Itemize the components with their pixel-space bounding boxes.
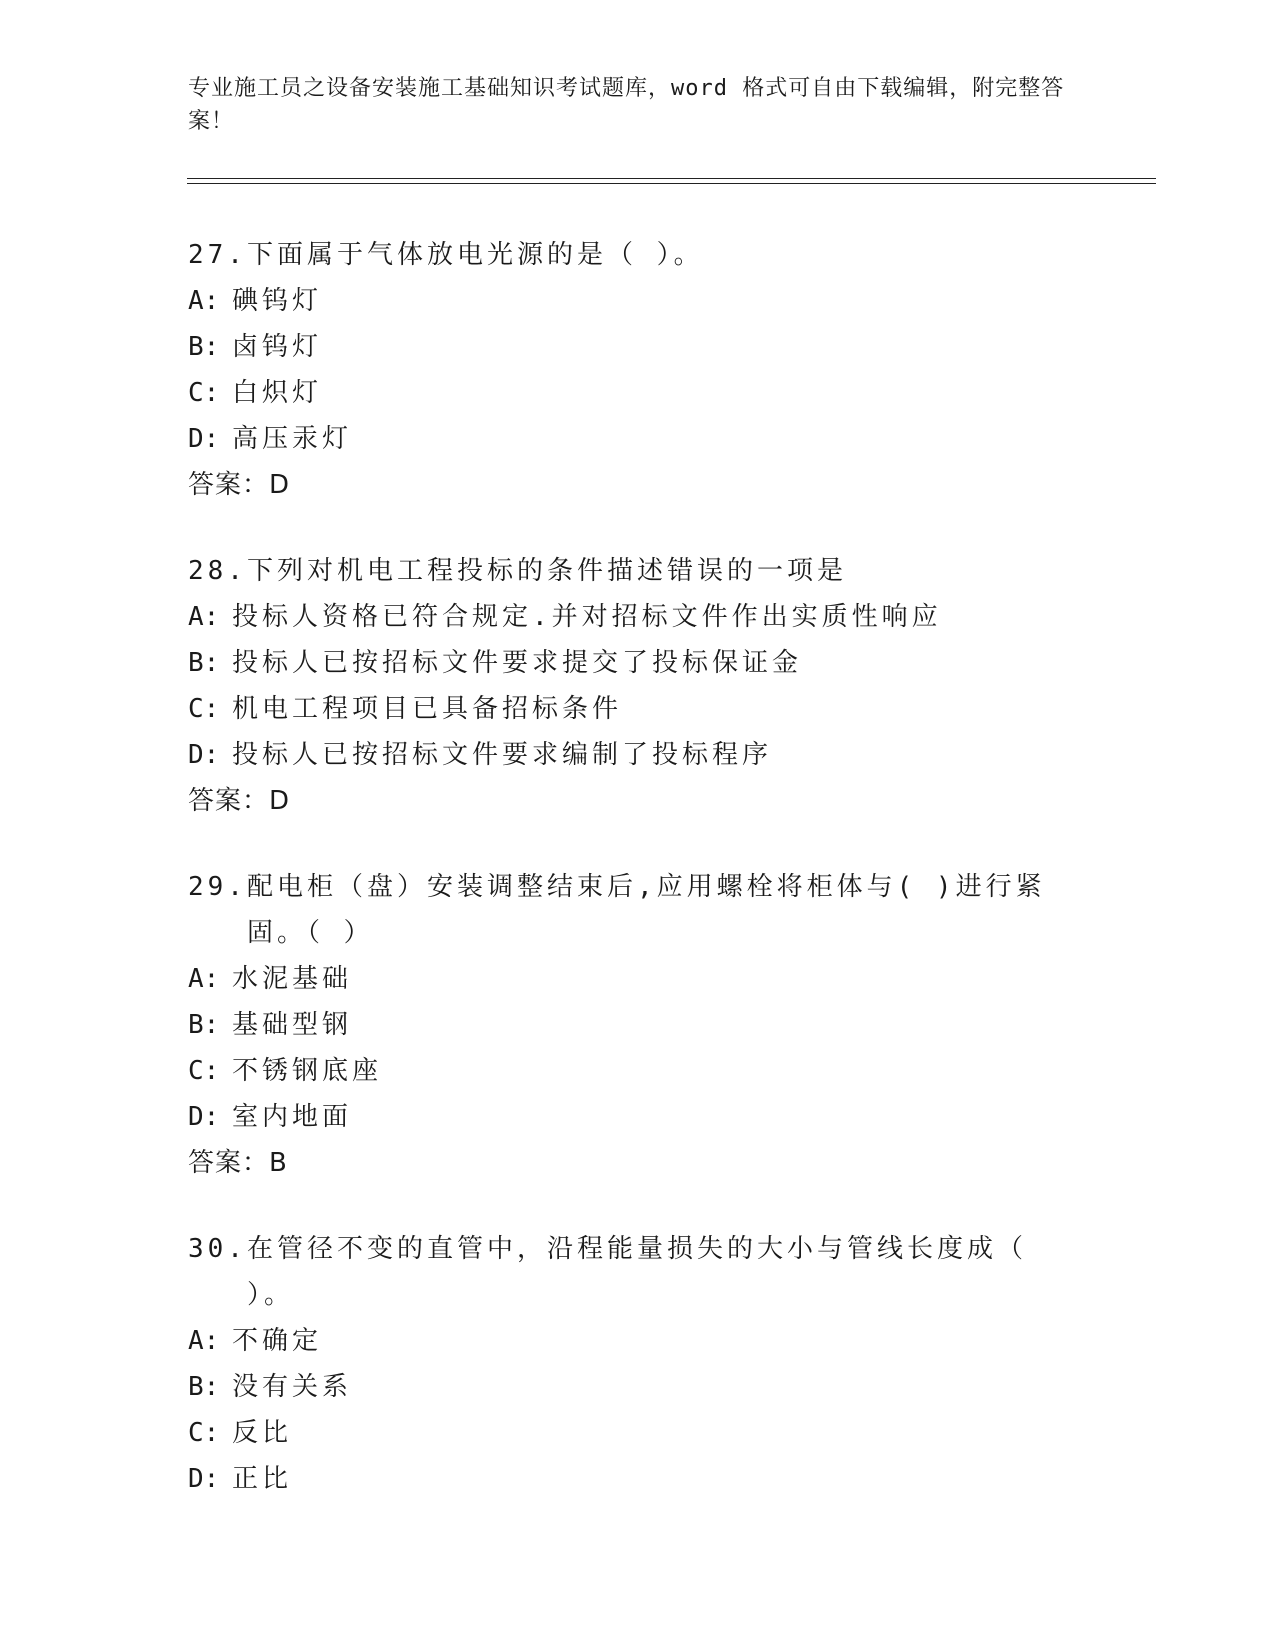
option-key: B: [188, 332, 220, 362]
question-stem [188, 548, 1088, 594]
question-30 [188, 1226, 1088, 1502]
header-text: 专业施工员之设备安装施工基础知识考试题库，word 格式可自由下载编辑，附完整答案！ [188, 76, 1065, 134]
option-key: D: [188, 740, 220, 770]
option-text: 高压汞灯 [232, 424, 353, 454]
option-key: A: [188, 286, 220, 316]
question-stem [188, 232, 1088, 278]
question-number: 29. [188, 872, 247, 902]
option-text: 室内地面 [232, 1102, 353, 1132]
option-key: D: [188, 1102, 220, 1132]
option-key: A: [188, 964, 220, 994]
option-b [188, 1002, 1088, 1048]
document-header [188, 72, 1088, 138]
option-c [188, 370, 1088, 416]
option-key: B: [188, 648, 220, 678]
question-stem [188, 1226, 1088, 1318]
question-text: 在管径不变的直管中，沿程能量损失的大小与管线长度成（ ）。 [246, 1234, 1027, 1310]
option-key: C: [188, 378, 220, 408]
option-a [188, 594, 1088, 640]
header-rule-top [187, 178, 1156, 179]
option-text: 基础型钢 [232, 1010, 353, 1040]
question-stem [188, 864, 1072, 956]
option-a [188, 956, 1088, 1002]
answer-line: 答案：D [188, 470, 291, 500]
question-text: 下面属于气体放电光源的是（ ）。 [246, 240, 704, 270]
option-d [188, 416, 1088, 462]
option-text: 水泥基础 [232, 964, 353, 994]
answer-line: 答案：B [188, 1148, 288, 1178]
question-number: 30. [188, 1234, 247, 1264]
option-d [188, 1094, 1088, 1140]
option-key: D: [188, 1464, 220, 1494]
question-number: 28. [188, 556, 247, 586]
question-text: 配电柜（盘）安装调整结束后,应用螺栓将柜体与( )进行紧固。（ ） [246, 872, 1046, 948]
option-key: C: [188, 1056, 220, 1086]
option-key: B: [188, 1372, 220, 1402]
option-text: 不确定 [232, 1326, 323, 1356]
option-b [188, 324, 1088, 370]
option-text: 反比 [232, 1418, 293, 1448]
option-key: C: [188, 1418, 220, 1448]
option-key: A: [188, 1326, 220, 1356]
option-text: 白炽灯 [232, 378, 323, 408]
option-text: 卤钨灯 [232, 332, 323, 362]
question-29 [188, 864, 1088, 1186]
option-text: 不锈钢底座 [232, 1056, 383, 1086]
option-c [188, 1048, 1088, 1094]
option-text: 投标人已按招标文件要求编制了投标程序 [232, 740, 773, 770]
option-d [188, 1456, 1088, 1502]
question-text: 下列对机电工程投标的条件描述错误的一项是 [246, 556, 847, 586]
question-28 [188, 548, 1088, 824]
option-text: 机电工程项目已具备招标条件 [232, 694, 623, 724]
option-key: B: [188, 1010, 220, 1040]
option-a [188, 1318, 1088, 1364]
option-text: 没有关系 [232, 1372, 353, 1402]
question-list [188, 232, 1088, 1542]
option-c [188, 686, 1088, 732]
option-text: 投标人资格已符合规定.并对招标文件作出实质性响应 [232, 602, 942, 632]
option-d [188, 732, 1088, 778]
option-b [188, 640, 1088, 686]
option-key: D: [188, 424, 220, 454]
option-text: 投标人已按招标文件要求提交了投标保证金 [232, 648, 803, 678]
option-key: C: [188, 694, 220, 724]
answer-line: 答案：D [188, 786, 291, 816]
option-text: 正比 [232, 1464, 293, 1494]
option-key: A: [188, 602, 220, 632]
header-rule-bottom [187, 183, 1156, 184]
option-b [188, 1364, 1088, 1410]
question-27 [188, 232, 1088, 508]
option-text: 碘钨灯 [232, 286, 323, 316]
option-a [188, 278, 1088, 324]
option-c [188, 1410, 1088, 1456]
question-number: 27. [188, 240, 247, 270]
